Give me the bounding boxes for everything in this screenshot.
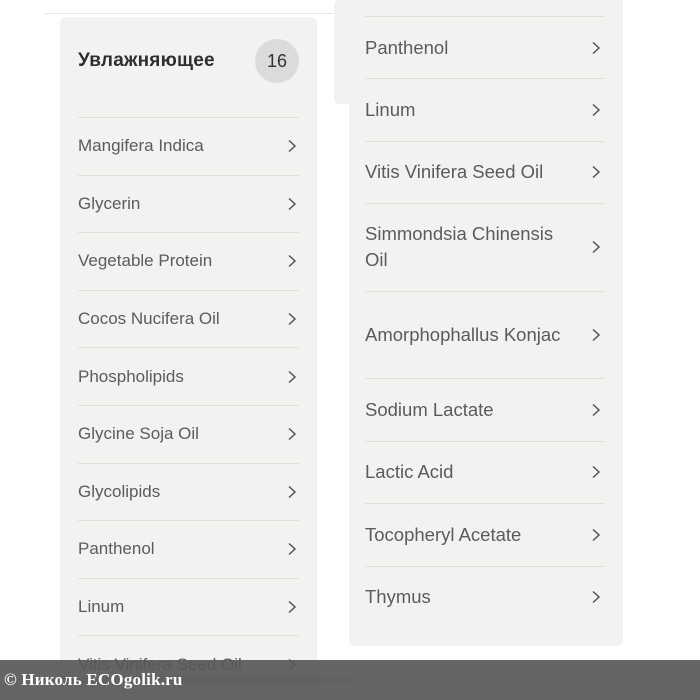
chevron-right-icon bbox=[591, 403, 601, 417]
chevron-right-icon bbox=[591, 328, 601, 342]
ingredient-item[interactable] bbox=[365, 291, 604, 379]
chevron-right-icon bbox=[287, 254, 297, 268]
watermark-bar bbox=[0, 660, 700, 700]
ingredient-item[interactable] bbox=[78, 232, 299, 290]
chevron-right-icon bbox=[591, 165, 601, 179]
chevron-right-icon bbox=[287, 312, 297, 326]
ingredient-label: Thymus bbox=[365, 586, 431, 608]
chevron-right-icon bbox=[287, 485, 297, 499]
divider-line bbox=[44, 13, 350, 14]
ingredient-label: Linum bbox=[78, 597, 125, 617]
ingredient-item[interactable] bbox=[365, 78, 604, 140]
ingredient-label: Amorphophallus Konjac bbox=[365, 324, 561, 346]
chevron-right-icon bbox=[591, 528, 601, 542]
ingredient-item[interactable] bbox=[365, 141, 604, 203]
chevron-right-icon bbox=[287, 542, 297, 556]
ingredient-label: Lactic Acid bbox=[365, 461, 454, 483]
chevron-right-icon bbox=[591, 240, 601, 254]
ingredient-item[interactable] bbox=[365, 203, 604, 291]
ingredient-label: Vitis Vinifera Seed Oil bbox=[365, 161, 544, 183]
ingredient-label: Mangifera Indica bbox=[78, 136, 204, 156]
ingredient-label: Linum bbox=[365, 99, 416, 121]
ingredient-label: Sodium Lactate bbox=[365, 399, 494, 421]
ingredient-item[interactable] bbox=[78, 405, 299, 463]
ingredient-label: Phospholipids bbox=[78, 366, 184, 386]
watermark-text: © Николь ECOgolik.ru bbox=[4, 670, 183, 689]
ingredient-label: Glycolipids bbox=[78, 481, 161, 501]
ingredient-item[interactable] bbox=[365, 503, 604, 565]
ingredient-item[interactable] bbox=[78, 290, 299, 348]
ingredient-label: Panthenol bbox=[78, 539, 155, 559]
category-title: Увлажняющее bbox=[78, 50, 215, 71]
chevron-right-icon bbox=[591, 103, 601, 117]
ingredient-item[interactable] bbox=[78, 175, 299, 233]
ingredient-label: Simmondsia Chinensis Oil bbox=[365, 223, 554, 271]
chevron-right-icon bbox=[287, 139, 297, 153]
chevron-right-icon bbox=[287, 197, 297, 211]
ingredient-list-right bbox=[365, 16, 604, 628]
ingredient-item[interactable] bbox=[78, 117, 299, 175]
count-badge: 16 bbox=[255, 39, 299, 83]
chevron-right-icon bbox=[287, 600, 297, 614]
ingredient-item[interactable] bbox=[78, 463, 299, 521]
ingredient-item[interactable] bbox=[78, 520, 299, 578]
ingredient-label: Vegetable Protein bbox=[78, 251, 213, 271]
chevron-right-icon bbox=[287, 427, 297, 441]
ingredient-item[interactable] bbox=[365, 378, 604, 440]
ingredient-label: Tocopheryl Acetate bbox=[365, 523, 522, 545]
chevron-right-icon bbox=[591, 465, 601, 479]
chevron-right-icon bbox=[591, 41, 601, 55]
ingredient-list-left bbox=[78, 117, 299, 693]
ingredient-label: Panthenol bbox=[365, 36, 449, 58]
ingredient-item[interactable] bbox=[365, 566, 604, 628]
chevron-right-icon bbox=[287, 370, 297, 384]
ingredient-item[interactable] bbox=[78, 347, 299, 405]
chevron-right-icon bbox=[591, 590, 601, 604]
ingredient-item[interactable] bbox=[365, 16, 604, 78]
category-header bbox=[78, 39, 299, 83]
ingredient-label: Glycine Soja Oil bbox=[78, 424, 199, 444]
ingredient-item[interactable] bbox=[78, 578, 299, 636]
ingredient-label: Glycerin bbox=[78, 193, 141, 213]
ingredient-item[interactable] bbox=[365, 441, 604, 503]
ingredient-label: Cocos Nucifera Oil bbox=[78, 309, 220, 329]
